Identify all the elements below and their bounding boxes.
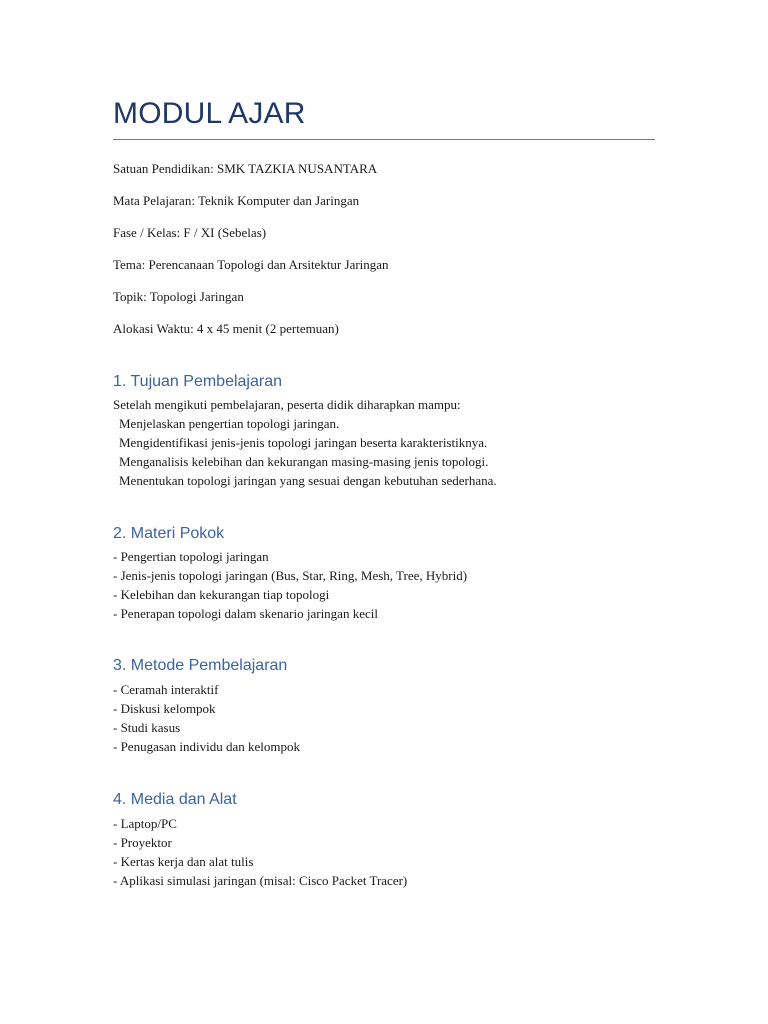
section-body-tujuan <box>113 395 497 490</box>
list-item: - Laptop/PC <box>113 816 177 831</box>
list-item: - Diskusi kelompok <box>113 701 216 716</box>
meta-mata-pelajaran: Mata Pelajaran: Teknik Komputer dan Jaringan <box>113 193 360 208</box>
section-body-metode <box>113 680 300 756</box>
meta-satuan-pendidikan: Satuan Pendidikan: SMK TAZKIA NUSANTARA <box>113 161 378 176</box>
section-body-media <box>113 814 407 890</box>
list-item: - Pengertian topologi jaringan <box>113 549 269 564</box>
list-item: - Jenis-jenis topologi jaringan (Bus, Star, Ring, Mesh, Tree, Hybrid) <box>113 568 468 583</box>
meta-fase-kelas: Fase / Kelas: F / XI (Sebelas) <box>113 225 267 240</box>
list-item: Mengidentifikasi jenis-jenis topologi jaringan beserta karakteristiknya. <box>119 435 488 450</box>
list-item: - Ceramah interaktif <box>113 682 219 697</box>
list-item: Menjelaskan pengertian topologi jaringan. <box>119 416 340 431</box>
section-heading-materi: 2. Materi Pokok <box>113 525 225 542</box>
list-item: Menganalisis kelebihan dan kekurangan masing-masing jenis topologi. <box>119 454 489 469</box>
meta-alokasi-waktu: Alokasi Waktu: 4 x 45 menit (2 pertemuan) <box>113 321 339 336</box>
list-item: - Kertas kerja dan alat tulis <box>113 854 254 869</box>
list-item: - Proyektor <box>113 835 172 850</box>
list-item: - Penerapan topologi dalam skenario jaringan kecil <box>113 606 378 621</box>
list-item: - Aplikasi simulasi jaringan (misal: Cisco Packet Tracer) <box>113 873 408 888</box>
section-heading-media: 4. Media dan Alat <box>113 791 237 808</box>
section-heading-tujuan: 1. Tujuan Pembelajaran <box>113 373 282 390</box>
list-item: Menentukan topologi jaringan yang sesuai dengan kebutuhan sederhana. <box>119 473 497 488</box>
meta-topik: Topik: Topologi Jaringan <box>113 289 244 304</box>
document-title: MODUL AJAR <box>113 97 306 130</box>
section-intro: Setelah mengikuti pembelajaran, peserta didik diharapkan mampu: <box>113 397 461 412</box>
list-item: - Penugasan individu dan kelompok <box>113 739 301 754</box>
section-heading-metode: 3. Metode Pembelajaran <box>113 657 288 674</box>
meta-tema: Tema: Perencanaan Topologi dan Arsitektur Jaringan <box>113 257 389 272</box>
list-item: - Kelebihan dan kekurangan tiap topologi <box>113 587 330 602</box>
list-item: - Studi kasus <box>113 720 181 735</box>
section-body-materi <box>113 547 467 623</box>
title-underline <box>113 139 655 140</box>
